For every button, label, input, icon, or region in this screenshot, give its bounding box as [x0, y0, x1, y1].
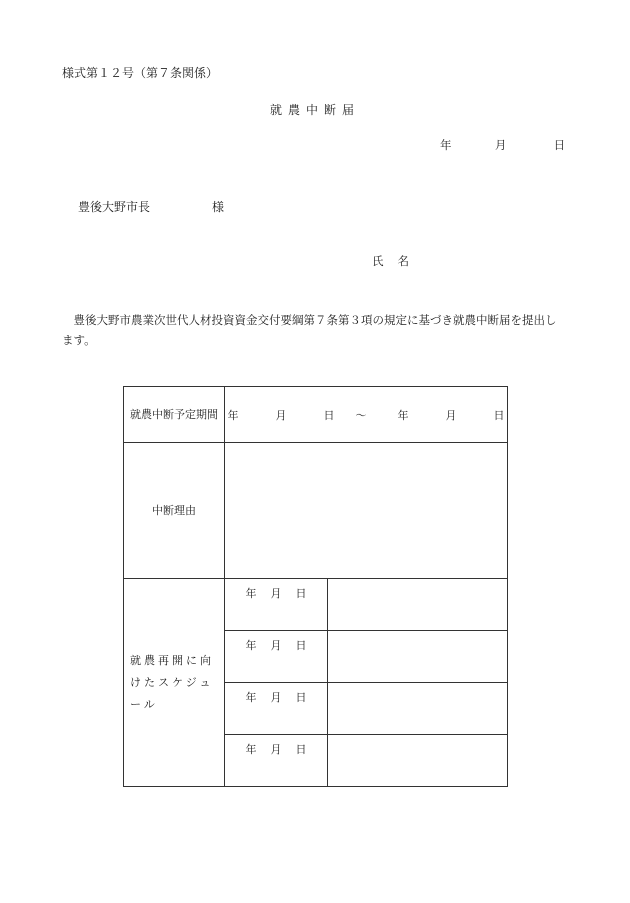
schedule-detail-cell[interactable] [328, 683, 508, 735]
schedule-day: 日 [295, 743, 307, 756]
schedule-year: 年 [245, 691, 257, 704]
body-text [62, 310, 560, 350]
schedule-date-cell[interactable] [225, 683, 328, 735]
reason-label: 中断理由 [124, 443, 225, 579]
period-year-2: 年 [397, 408, 409, 422]
period-label: 就農中断予定期間 [124, 387, 225, 443]
document-title: 就農中断届 [269, 103, 360, 117]
schedule-date-cell[interactable] [225, 579, 328, 631]
application-table [123, 386, 508, 787]
period-separator: 〜 [355, 408, 367, 422]
period-day-2: 日 [493, 408, 505, 422]
schedule-date-cell[interactable] [225, 631, 328, 683]
reason-input-cell[interactable] [225, 443, 508, 579]
date-year: 年 [440, 138, 452, 152]
schedule-day: 日 [295, 639, 307, 652]
schedule-date-cell[interactable] [225, 735, 328, 787]
date-day: 日 [553, 138, 566, 152]
body-sentence: 豊後大野市農業次世代人材投資資金交付要綱第７条第３項の規定に基づき就農中断届を提出します。 [62, 313, 557, 347]
form-number: 様式第１２号（第７条関係） [62, 66, 219, 80]
schedule-year: 年 [245, 743, 257, 756]
schedule-month: 月 [270, 743, 282, 756]
schedule-month: 月 [270, 639, 282, 652]
schedule-year: 年 [245, 639, 257, 652]
period-value-cell[interactable] [225, 387, 508, 443]
date-month: 月 [494, 138, 507, 152]
addressee-name: 豊後大野市長 [78, 200, 151, 214]
period-month-1: 月 [275, 408, 287, 422]
schedule-detail-cell[interactable] [328, 579, 508, 631]
schedule-year: 年 [245, 587, 257, 600]
schedule-day: 日 [295, 691, 307, 704]
schedule-month: 月 [270, 691, 282, 704]
addressee-honorific: 様 [212, 200, 225, 214]
schedule-label: 就農再開に向けたスケジュール [124, 579, 225, 787]
period-month-2: 月 [445, 408, 457, 422]
schedule-detail-cell[interactable] [328, 735, 508, 787]
period-year-1: 年 [227, 408, 239, 422]
applicant-name-label: 氏名 [372, 254, 423, 268]
schedule-detail-cell[interactable] [328, 631, 508, 683]
submission-date [440, 137, 565, 153]
schedule-month: 月 [270, 587, 282, 600]
addressee [78, 198, 224, 215]
schedule-day: 日 [295, 587, 307, 600]
period-day-1: 日 [323, 408, 335, 422]
